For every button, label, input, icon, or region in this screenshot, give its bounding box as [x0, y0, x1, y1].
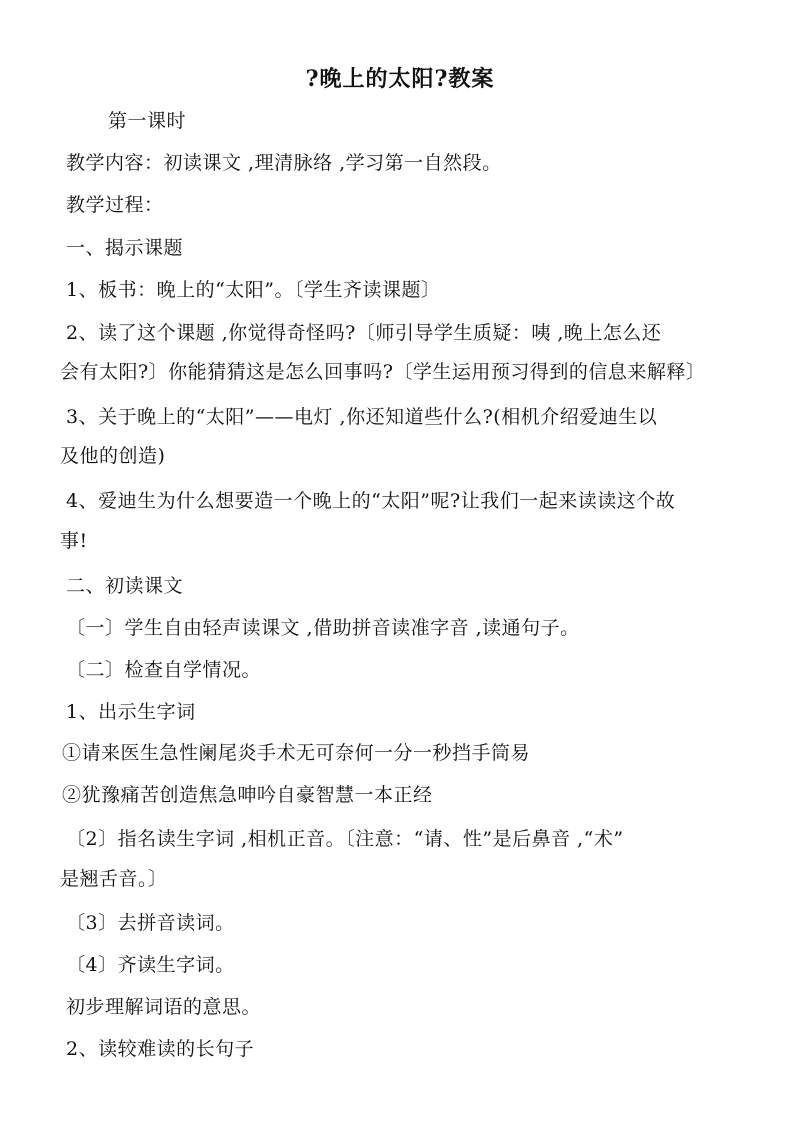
text-line: 1、出示生字词 — [66, 701, 196, 723]
text-line: 4、爱迪生为什么想要造一个晚上的“太阳”呢?让我们一起来读读这个故 — [66, 490, 676, 512]
text-line: 3、关于晚上的“太阳”——电灯 ,你还知道些什么?(相机介绍爱迪生以 — [66, 406, 658, 428]
text-line: 〔3〕去拼音读词。 — [66, 912, 235, 934]
text-line: 〔4〕齐读生字词。 — [66, 954, 235, 976]
text-line: 〔二〕检查自学情况。 — [66, 659, 262, 681]
text-line: 〔一〕学生自由轻声读课文 ,借助拼音读准字音 ,读通句子。 — [66, 617, 580, 639]
section-heading-2: 二、初读课文 — [66, 575, 184, 597]
text-line: 2、读了这个课题 ,你觉得奇怪吗?〔师引导学生质疑：咦 ,晚上怎么还 — [66, 322, 662, 344]
text-line: 〔2〕指名读生字词 ,相机正音。〔注意：“请、性”是后鼻音 ,“术” — [66, 828, 624, 850]
document-title: ?晚上的太阳?教案 — [305, 66, 495, 92]
text-line: 是翘舌音。〕 — [60, 868, 168, 890]
section-heading-1: 一、揭示课题 — [66, 237, 184, 259]
text-line-content: 教学内容：初读课文 ,理清脉络 ,学习第一自然段。 — [66, 152, 502, 174]
text-line: 事! — [60, 530, 88, 552]
text-line-process: 教学过程： — [66, 194, 164, 216]
text-line: 1、板书：晚上的“太阳”。〔学生齐读课题〕 — [66, 279, 441, 301]
text-line-lesson: 第一课时 — [108, 110, 187, 132]
word-list-1: ①请来医生急性阑尾炎手术无可奈何一分一秒挡手筒易 — [62, 742, 531, 764]
text-line: 初步理解词语的意思。 — [66, 996, 262, 1018]
word-list-2: ②犹豫痛苦创造焦急呻吟自豪智慧一本正经 — [62, 784, 433, 806]
text-line: 2、读较难读的长句子 — [66, 1038, 255, 1060]
text-line: 会有太阳?〕你能猜猜这是怎么回事吗?〔学生运用预习得到的信息来解释〕 — [60, 361, 706, 383]
text-line: 及他的创造) — [60, 445, 166, 467]
